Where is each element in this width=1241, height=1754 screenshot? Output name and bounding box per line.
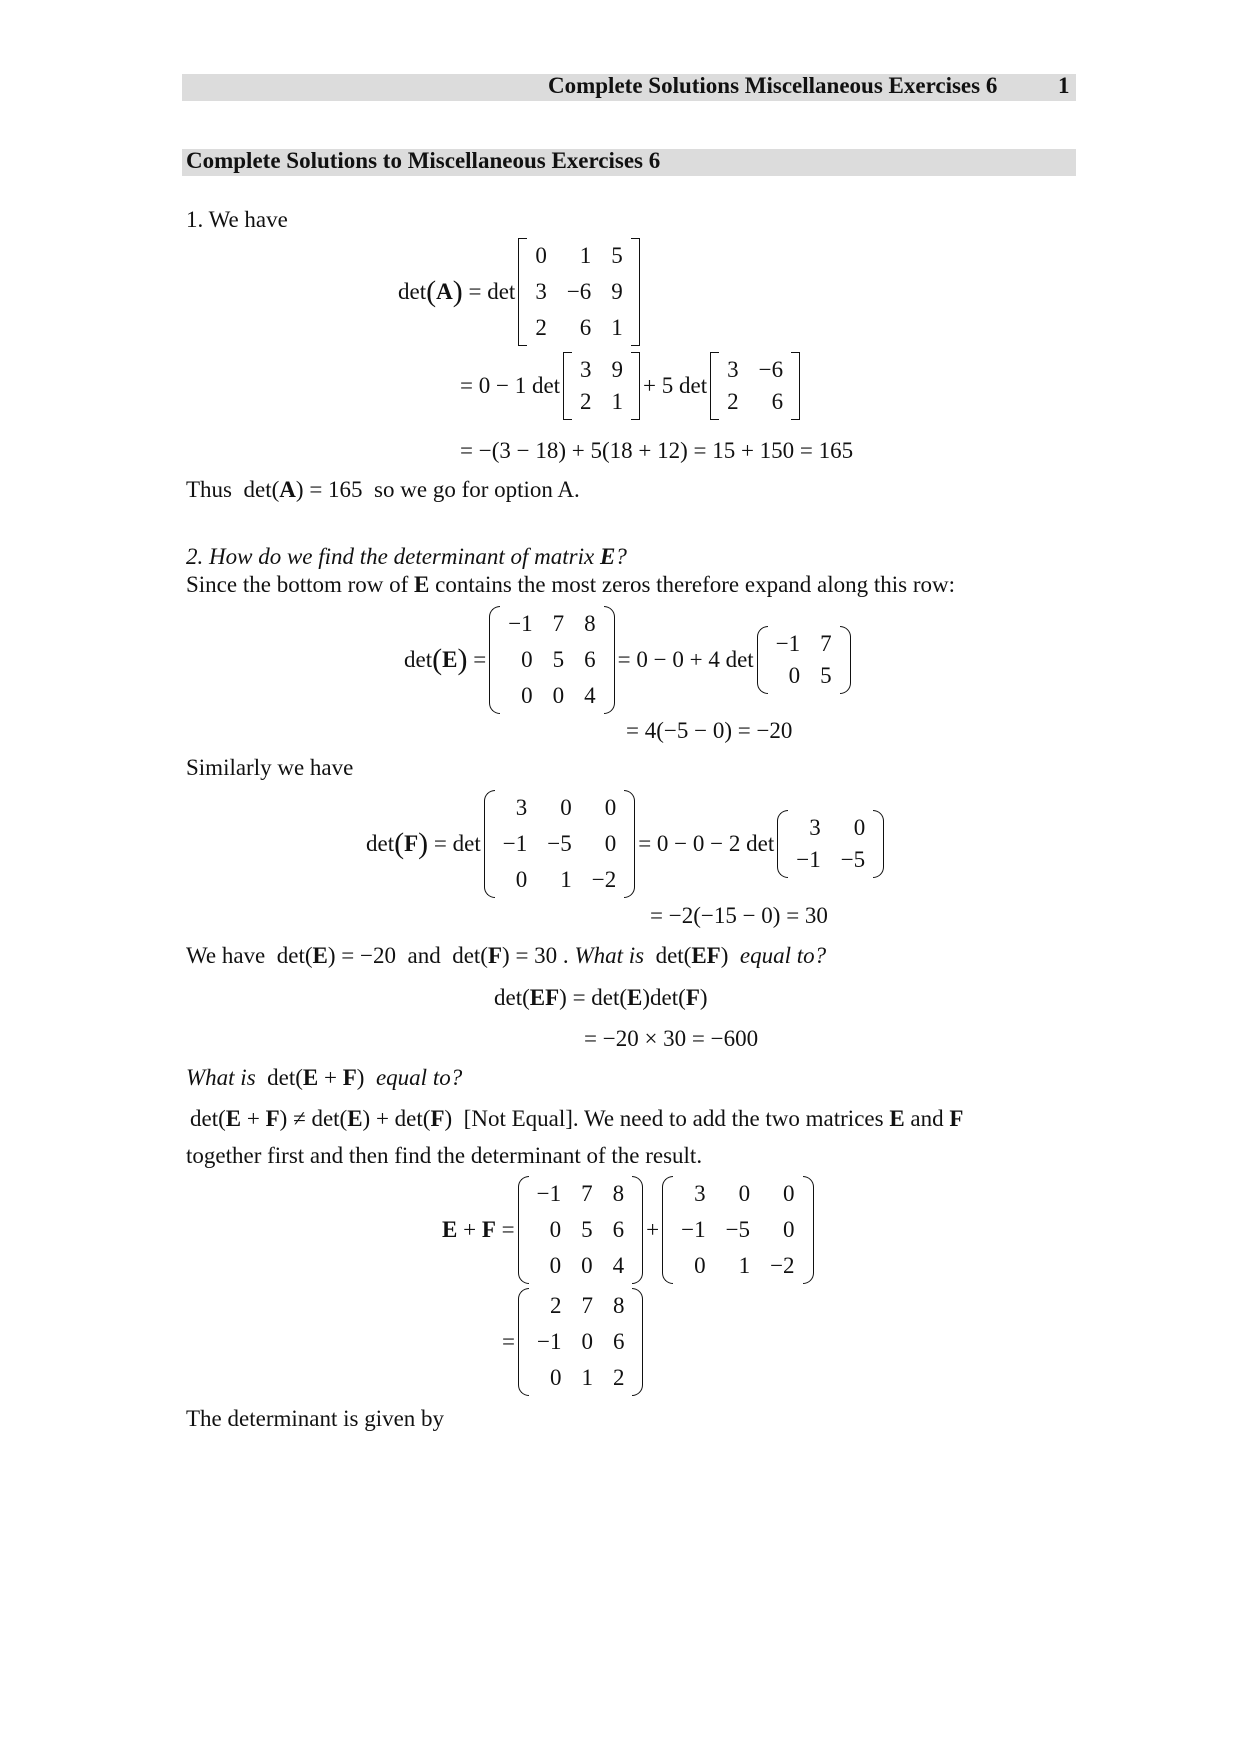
minor-A-2: 3 −6 2 6 [710, 352, 800, 420]
q1-final-step: = −(3 − 18) + 5(18 + 12) = 15 + 150 = 165 [460, 438, 854, 463]
matrix-E-sum: −1 7 8 0 5 6 0 0 4 [518, 1176, 643, 1284]
q2-determinant-given: The determinant is given by [186, 1406, 445, 1431]
q1-cofactor-step: = 0 − 1 det 3 9 2 1 + 5 det 3 −6 2 6 [460, 352, 803, 420]
q2-similarly: Similarly we have [186, 755, 354, 780]
det-label: det [398, 279, 427, 304]
q2-sum-question: What is det(E + F) equal to? [186, 1065, 463, 1090]
minor-A-1: 3 9 2 1 [563, 352, 640, 420]
minor-F: 3 0 −1 −5 [777, 810, 884, 878]
q2-we-have-line: We have det(E) = −20 and det(F) = 30 . What is det(EF) equal to? [186, 943, 827, 968]
q1-det-A-equation: det ( A ) = det 0 1 5 3 −6 9 2 6 1 [398, 238, 643, 346]
q2-sum-equation: E + F = −1 7 8 0 5 6 0 0 4 + 3 0 0 −1 −5 0 0 1 −2 [442, 1176, 817, 1284]
q2-det-E-equation: det ( E ) = −1 7 8 0 5 6 0 0 4 = 0 − 0 + 4 det −1 7 0 5 [404, 606, 854, 714]
minor-E: −1 7 0 5 [757, 626, 851, 694]
q2-EF-equation: det(EF) = det(E)det(F) [494, 985, 708, 1010]
q1-conclusion: Thus det(A) = 165 so we go for option A. [186, 477, 580, 502]
q2-sum-result-equation: = 2 7 8 −1 0 6 0 1 2 [502, 1288, 646, 1396]
q2-EF-result: = −20 × 30 = −600 [584, 1026, 759, 1051]
q2-not-equal-line: det(E + F) ≠ det(E) + det(F) [Not Equal]. We need to add the two matrices E and F [190, 1106, 964, 1131]
page-number: 1 [1058, 73, 1070, 98]
matrix-A: 0 1 5 3 −6 9 2 6 1 [518, 238, 639, 346]
q2-E-result: = 4(−5 − 0) = −20 [626, 718, 793, 743]
section-title: Complete Solutions to Miscellaneous Exercises 6 [186, 148, 661, 173]
matrix-E: −1 7 8 0 5 6 0 0 4 [489, 606, 614, 714]
q2-together-line: together first and then find the determinant of the result. [186, 1143, 703, 1168]
q2-F-result: = −2(−15 − 0) = 30 [650, 903, 828, 928]
matrix-F: 3 0 0 −1 −5 0 0 1 −2 [484, 790, 635, 898]
matrix-sum-result: 2 7 8 −1 0 6 0 1 2 [518, 1288, 643, 1396]
q2-intro: Since the bottom row of E contains the most zeros therefore expand along this row: [186, 572, 956, 597]
q2-question: 2. How do we find the determinant of matrix E? [186, 544, 627, 569]
q2-det-F-equation: det ( F ) = det 3 0 0 −1 −5 0 0 1 −2 = 0 − 0 − 2 det 3 0 −1 −5 [366, 790, 887, 898]
matrix-F-sum: 3 0 0 −1 −5 0 0 1 −2 [662, 1176, 813, 1284]
running-header-title: Complete Solutions Miscellaneous Exercises 6 [548, 73, 998, 98]
q1-intro: 1. We have [186, 207, 288, 232]
